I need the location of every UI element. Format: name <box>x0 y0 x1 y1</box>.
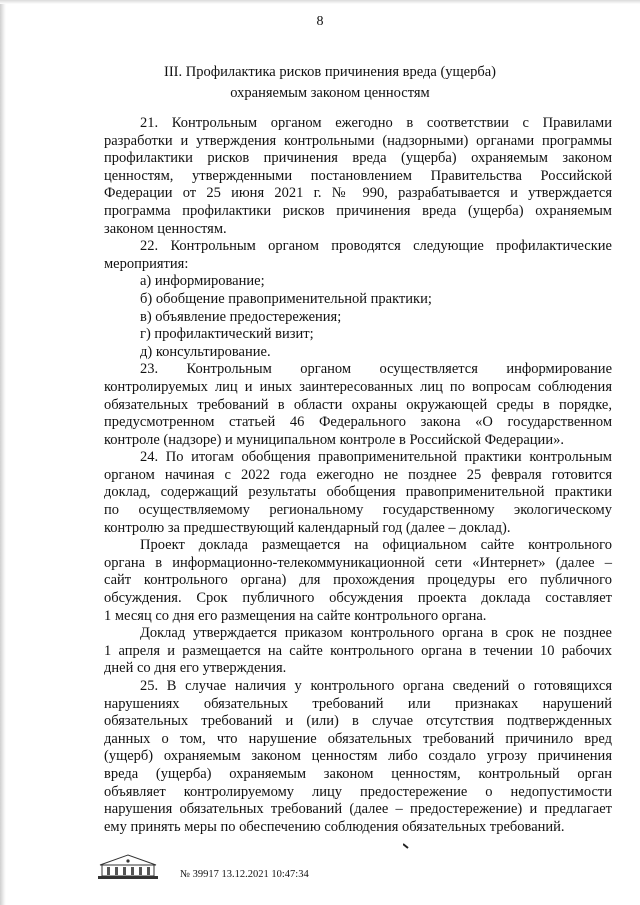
document-body <box>104 115 612 836</box>
paragraph-line: 21. Контрольным органом ежегодно в соответствии с Правилами <box>140 115 612 131</box>
paragraph-line: 24. По итогам обобщения правоприменительной практики контрольным <box>140 449 612 466</box>
paragraph-line: по осуществляемому региональному государственному экологическому <box>104 502 612 519</box>
paragraph-line: Проект доклада размещается на официальном сайте контрольного <box>140 537 612 554</box>
page-number: 8 <box>316 14 324 29</box>
paragraph-line: 1 апреля и размещается на сайте контрольного органа в течении 10 рабочих <box>104 642 612 659</box>
paragraph-line: сайт контрольного органа) для прохождения процедуры его публичного <box>104 572 612 589</box>
paragraph-line: обязательных требований и (или) в случае отсутствия подтвержденных <box>104 713 612 730</box>
paragraph-line: программа профилактики рисков причинения вреда (ущерба) охраняемым <box>104 202 612 219</box>
paragraph-line: контроле (надзоре) и муниципальном контроле в Российской Федерации». <box>104 431 564 448</box>
paragraph-line: дней со дня его утверждения. <box>104 660 287 677</box>
page-shadow-edge <box>0 0 6 905</box>
paragraph-line: 22. Контрольным органом проводятся следующие профилактические <box>140 238 612 255</box>
stray-ink-mark <box>403 843 409 849</box>
paragraph-line: Доклад утверждается приказом контрольного органа в срок не позднее <box>140 625 612 642</box>
paragraph-line: обсуждения. Срок публичного обсуждения проекта доклада составляет <box>104 590 612 607</box>
paragraph-line: ценностям, утвержденными постановлением Правительства Российской <box>104 167 612 184</box>
paragraph-line: предусмотренном статьей 46 Федерального закона «О государственном <box>104 414 612 431</box>
section-heading <box>100 62 560 104</box>
paragraph-line: мероприятия: <box>104 255 189 272</box>
paragraph-line: 1 месяц со дня его размещения на сайте контрольного органа. <box>104 607 487 624</box>
paragraph-line: нарушения обязательных требований (далее – предостережение) и предлагает <box>104 801 612 818</box>
section-heading-line: III. Профилактика рисков причинения вреда (ущерба) <box>163 64 497 80</box>
paragraph-line: контролируемых лиц и иных заинтересованных лиц по вопросам соблюдения <box>104 378 612 395</box>
paragraph-line: 23. Контрольным органом осуществляется информирование <box>140 361 612 378</box>
section-heading-line: охраняемым законом ценностям <box>230 85 430 101</box>
paragraph-line: доклад, содержащий результаты обобщения правоприменительной практики <box>104 484 612 501</box>
paragraph-line: разработки и утверждения контрольными (надзорными) органами программы <box>104 132 612 149</box>
registration-stamp: № 39917 13.12.2021 10:47:34 <box>180 869 309 880</box>
paragraph-line: контролю за предшествующий календарный год (далее – доклад). <box>104 519 511 536</box>
paragraph-line: Федерации от 25 июня 2021 г. № 990, разрабатывается и утверждается <box>104 185 612 202</box>
list-item: д) консультирование. <box>140 343 271 360</box>
paragraph-line: органа в информационно-телекоммуникационной сети «Интернет» (далее – <box>104 554 612 571</box>
page-top-edge <box>0 0 640 4</box>
list-item: а) информирование; <box>140 273 265 290</box>
paragraph-line: вреда (ущерба) охраняемым законом ценностям, контрольный орган <box>104 765 612 782</box>
paragraph-line: (ущерб) охраняемым законом ценностям либо создало угрозу причинения <box>104 748 612 765</box>
list-item: б) обобщение правоприменительной практики; <box>140 290 432 307</box>
paragraph-line: законом ценностям. <box>104 220 227 237</box>
paragraph-line: данных о том, что нарушение обязательных требований причинило вред <box>104 730 612 747</box>
paragraph-line: обязательных требований в области охраны окружающей среды в порядке, <box>104 396 612 413</box>
paragraph-line: объявляет контролируемому лицу предостережение о недопустимости <box>104 783 612 800</box>
paragraph-line: нарушениях обязательных требований или признаках нарушений <box>104 695 612 712</box>
paragraph-line: органом начиная с 2022 года ежегодно не позднее 25 февраля готовится <box>104 466 612 483</box>
paragraph-line: 25. В случае наличия у контрольного органа сведений о готовящихся <box>140 678 612 694</box>
paragraph-line: ему принять меры по обеспечению соблюдения обязательных требований. <box>104 818 565 835</box>
list-item: в) объявление предостережения; <box>140 308 342 325</box>
paragraph-line: профилактики рисков причинения вреда (ущерба) охраняемым законом <box>104 150 612 167</box>
building-logo-icon <box>96 852 160 880</box>
list-item: г) профилактический визит; <box>140 326 314 343</box>
